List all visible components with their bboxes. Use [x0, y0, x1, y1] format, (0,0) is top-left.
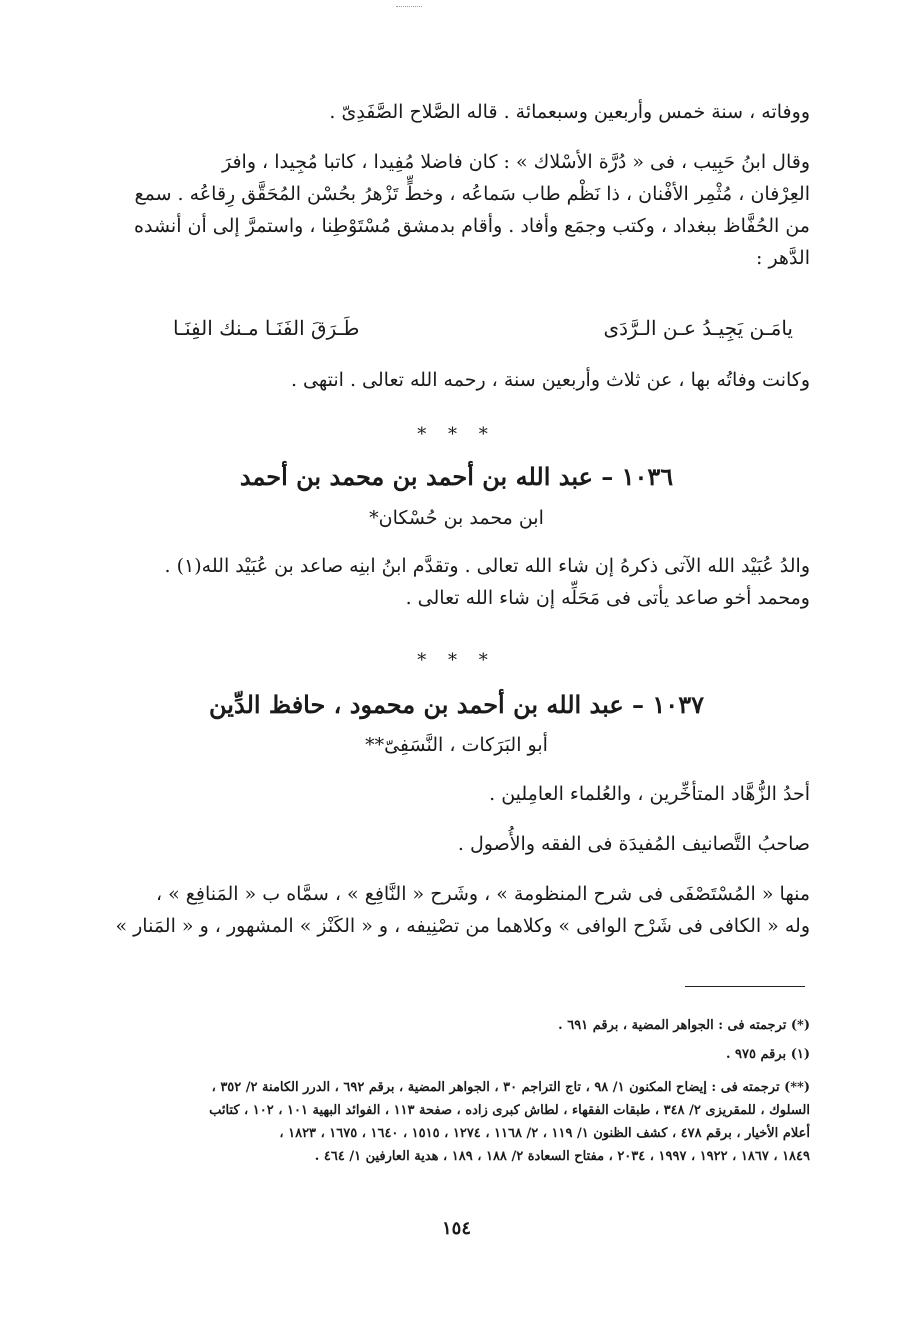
text-line: الدَّهر :: [756, 247, 810, 269]
entry-1036-subtitle: ابن محمد بن حُسْكان*: [369, 507, 544, 529]
text-line: وقال ابنُ حَبِيب ، فى « دُرَّة الأسْلاك » : كان فاضلا مُفِيدا ، كاتبا مُجِيدا ، وافرَ: [221, 151, 810, 173]
footnote-line: السلوك ، للمقريزى ٢/ ٣٤٨ ، طبقات الفقهاء ، لطاش كبرى زاده ، صفحة ١١٣ ، الفوائد البهية ١٠١ ، ١٠٢ ، كتائب: [209, 1103, 810, 1118]
text-line: والدُ عُبَيْد الله الآتى ذكرهُ إن شاء الله تعالى . وتقدَّم ابنُ ابنِه صاعد بن عُبَيْد الله(١) .: [164, 555, 810, 577]
poem-verse: [173, 312, 793, 344]
entry-1037-line-works: [105, 828, 810, 860]
entry-1036-title: ١٠٣٦ – عبد الله بن أحمد بن محمد بن أحمد: [239, 462, 674, 491]
text-line: ووفاته ، سنة خمس وأربعين وسبعمائة . قاله الصَّلاح الصَّفَدِىّ .: [329, 101, 810, 123]
entry-1037-subtitle: أبو البَرَكات ، النَّسَفِىّ**: [365, 734, 548, 756]
footnote-line: (**) ترجمته فى : إيضاح المكنون ١/ ٩٨ ، تاج التراجم ٣٠ ، الجواهر المضية ، برقم ٦٩٢ ، الدرر الكامنة ٢/ ٣٥٢ ،: [211, 1080, 810, 1095]
paragraph-ibn-habib-quote: [105, 146, 810, 274]
footnote-line: (*) ترجمته فى : الجواهر المضية ، برقم ٦٩١ .: [558, 1018, 810, 1033]
paragraph-death-note: [105, 364, 810, 396]
text-line: وله « الكافى فى شَرْح الوافى » وكلاهما من تصْنِيفه ، و « الكَنْز » المشهور ، و « المَنار »: [115, 915, 810, 937]
entry-1037-line-ascetic: [105, 778, 810, 810]
scan-artifact: [396, 6, 422, 9]
page-number: ١٥٤: [441, 1218, 471, 1239]
footnote-double-star: [105, 1076, 810, 1168]
text-line: ومحمد أخو صاعد يأتى فى مَحَلِّه إن شاء الله تعالى .: [405, 587, 810, 609]
section-separator: * * *: [417, 424, 496, 445]
footnote-star: [105, 1014, 810, 1037]
entry-1036-body: [105, 550, 810, 614]
footnote-divider: [685, 986, 805, 987]
verse-first-hemistich: يامَـن يَجِيـدُ عـن الـرَّدَى: [603, 316, 793, 340]
entry-1037-title: ١٠٣٧ – عبد الله بن أحمد بن محمود ، حافظ الدِّين: [209, 690, 704, 719]
paragraph-death-year: [105, 96, 810, 128]
footnote-line: أعلام الأخيار ، برقم ٤٧٨ ، كشف الظنون ١/ ١١٩ ، ٢/ ١١٦٨ ، ١٢٧٤ ، ١٥١٥ ، ١٦٤٠ ، ١٦٧٥ ، ١٨٢٣ ،: [279, 1126, 810, 1141]
text-line: صاحبُ التَّصانيف المُفيدَة فى الفقه والأُصول .: [457, 833, 810, 855]
entry-1037-body: [105, 878, 810, 942]
text-line: من الحُفَّاظ ببغداد ، وكتب وجمَع وأفاد . وأقام بدمشق مُسْتَوْطِنا ، واستمرَّ إلى أن أنشده: [134, 215, 810, 237]
footnote-line: (١) برقم ٩٧٥ .: [725, 1047, 810, 1062]
section-separator: * * *: [417, 650, 496, 671]
footnote-line: ١٨٤٩ ، ١٨٦٧ ، ١٩٢٢ ، ١٩٩٧ ، ٢٠٣٤ ، مفتاح السعادة ٢/ ١٨٨ ، ١٨٩ ، هدية العارفين ١/ ٤٦٤ .: [314, 1149, 810, 1164]
verse-second-hemistich: طَـرَقَ الفَنَـا مـنك الفِنَـا: [173, 316, 360, 340]
footnote-1: [105, 1043, 810, 1066]
text-line: وكانت وفاتُه بها ، عن ثلاث وأربعين سنة ، رحمه الله تعالى . انتهى .: [290, 369, 810, 391]
text-line: العِرْفان ، مُثْمِر الأفْنان ، ذا نَظْم طاب سَماعُه ، وخطٍّ تَزْهرُ بحُسْن المُحَقَّق رِقاعُه . سمع: [134, 183, 810, 205]
text-line: أحدُ الزُّهَّاد المتأخِّرين ، والعُلماء العامِلين .: [489, 783, 810, 805]
text-line: منها « المُسْتَصْفَى فى شرح المنظومة » ، وشَرح « النَّافِع » ، سمَّاه ب « المَنافِع » ،: [155, 883, 810, 905]
